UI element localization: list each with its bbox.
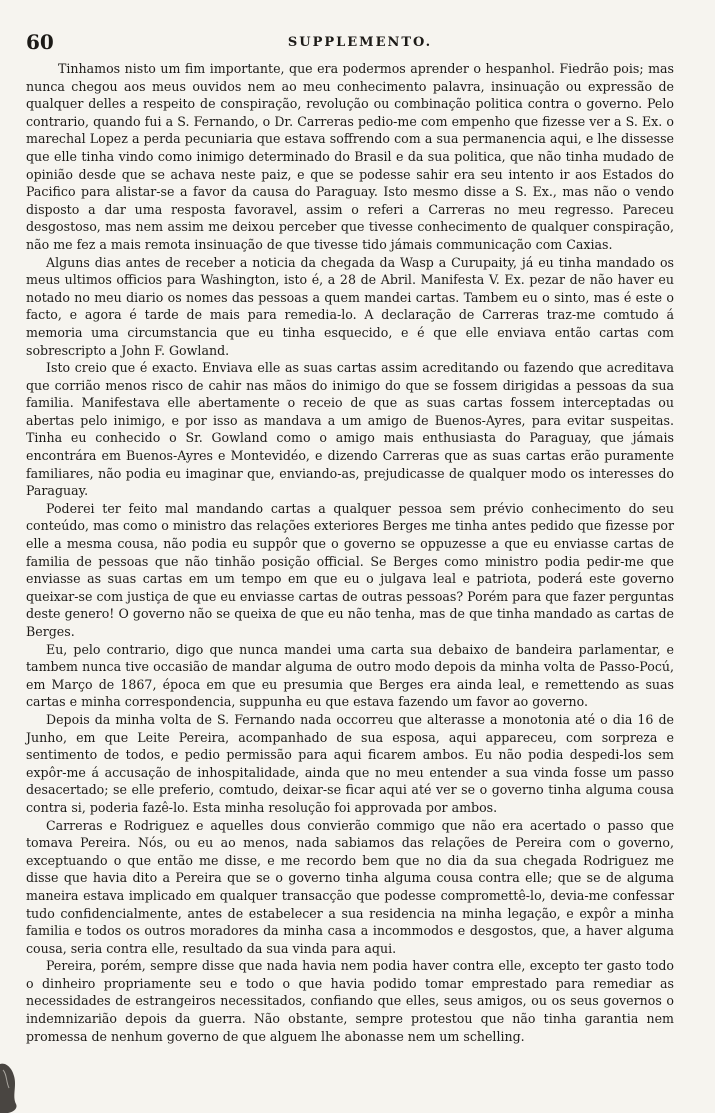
paragraph-5: Eu, pelo contrario, digo que nunca mandei uma carta sua debaixo de bandeira parlamentar, e tambem nunca tive occasião de mandar alguma de outro modo depois da minha volta de Passo-Pocú, em Março de 1867, época em que eu presumia que Berges era ainda leal, e remettendo as suas cartas e minha correspondencia, suppunha eu que estava fazendo um favor ao governo. [26,641,674,710]
body-text [26,60,674,1045]
paragraph-6: Depois da minha volta de S. Fernando nada occorreu que alterasse a monotonia até o dia 16 de Junho, em que Leite Pereira, acompanhado de sua esposa, aqui appareceu, com sorpreza e sentimento de todos, e pedio permissão para aqui ficarem ambos. Eu não podia despedi-los sem expôr-me á accusação de inhospitalidade, ainda que no meu entender a sua vinda fosse um passo desacertado; se elle preferio, comtudo, deixar-se ficar aqui até ver se o governo tinha alguma cousa contra si, poderia fazê-lo. Esta minha resolução foi approvada por ambos. [26,711,674,815]
page-number: 60 [26,30,54,54]
paragraph-7: Carreras e Rodriguez e aquelles dous convierão commigo que não era acertado o passo que tomava Pereira. Nós, ou eu ao menos, nada sabiamos das relações de Pereira com o governo, exceptuando o que então me disse, e me recordo bem que no dia da sua chegada Rodriguez me disse que havia dito a Pereira que se o governo tinha alguma cousa contra elle; que se de alguma maneira estava implicado em qualquer transacção que podesse compromettê-lo, devia-me confessar tudo confidencialmente, antes de estabelecer a sua residencia na minha legação, e expôr a minha familia e todos os outros moradores da minha casa a incommodos e desgostos, que, a haver alguma cousa, seria contra elle, resultado da sua vinda para aqui. [26,817,674,956]
page-header [0,30,715,54]
paragraph-1: Tinhamos nisto um fim importante, que era podermos aprender o hespanhol. Fiedrão pois; mas nunca chegou aos meus ouvidos nem ao meu conhecimento palavra, insinuação ou expressão de qualquer delles a respeito de conspiração, revolução ou combinação politica contra o governo. Pelo contrario, quando fui a S. Fernando, o Dr. Carreras pedio-me com empenho que fizesse ver a S. Ex. o marechal Lopez a perda pecuniaria que estava soffrendo com a sua permanencia aqui, e lhe dissesse que elle tinha vindo como inimigo determinado do Brasil e da sua politica, que não tinha mudado de opinião desde que se achava neste paiz, e que se podesse sahir era seu intento ir aos Estados do Pacifico para alistar-se a favor da causa do Paraguay. Isto mesmo disse a S. Ex., mas não o vendo disposto a dar uma resposta favoravel, assim o referi a Carreras no meu regresso. Pareceu desgostoso, mas nem assim me deixou perceber que tivesse conhecimento de qualquer conspiração, não me fez a mais remota insinuação de que tivesse tido jámais communicação com Caxias. [26,61,674,252]
paragraph-3: Isto creio que é exacto. Enviava elle as suas cartas assim acreditando ou fazendo que acreditava que corrião menos risco de cahir nas mãos do inimigo do que se fossem dirigidas a pessoas da sua familia. Manifestava elle abertamente o receio de que as suas cartas fossem interceptadas ou abertas pelo inimigo, e por isso as mandava a um amigo de Buenos-Ayres, para evitar suspeitas. Tinha eu conhecido o Sr. Gowland como o amigo mais enthusiasta do Paraguay, que jámais encontrára em Buenos-Ayres e Montevidéo, e dizendo Carreras que as suas cartas erão puramente familiares, não podia eu imaginar que, enviando-as, prejudicasse de qualquer modo os interesses do Paraguay. [26,360,674,499]
paragraph-2: Alguns dias antes de receber a noticia da chegada da Wasp a Curupaity, já eu tinha mandado os meus ultimos officios para Washington, isto é, a 28 de Abril. Manifesta V. Ex. pezar de não haver eu notado no meu diario os nomes das pessoas a quem mandei cartas. Tambem eu o sinto, mas é este o facto, e agora é tarde de mais para remedia-lo. A declaração de Carreras traz-me comtudo á memoria uma circumstancia que eu tinha esquecido, e é que elle enviava então cartas com sobrescripto a John F. Gowland. [26,254,674,358]
running-head: SUPPLEMENTO. [287,35,433,50]
paragraph-8: Pereira, porém, sempre disse que nada havia nem podia haver contra elle, excepto ter gasto todo o dinheiro propriamente seu e todo o que havia podido tomar emprestado para remediar as necessidades de estrangeiros necessitados, confiando que elles, seus amigos, ou os seus governos o indemnizarião depois da guerra. Não obstante, sempre protestou que não tinha garantia nem promessa de nenhum governo de que alguem lhe abonasse nem um schelling. [26,958,674,1044]
paragraph-4: Poderei ter feito mal mandando cartas a qualquer pessoa sem prévio conhecimento do seu conteúdo, mas como o ministro das relações exteriores Berges me tinha antes pedido que fizesse por elle a mesma cousa, não podia eu suppôr que o governo se oppuzesse a que eu enviasse cartas de familia de pessoas que não tinhão posição official. Se Berges como ministro podia pedir-me que enviasse as suas cartas em um tempo em que eu o julgava leal e patriota, poderá este governo queixar-se com justiça de que eu enviasse cartas de outras pessoas? Porém para que fazer perguntas deste genero! O governo não se queixa de que eu não tenha, mas de que tinha mandado as cartas de Berges. [26,500,674,639]
ink-blot-decoration [0,1058,22,1113]
